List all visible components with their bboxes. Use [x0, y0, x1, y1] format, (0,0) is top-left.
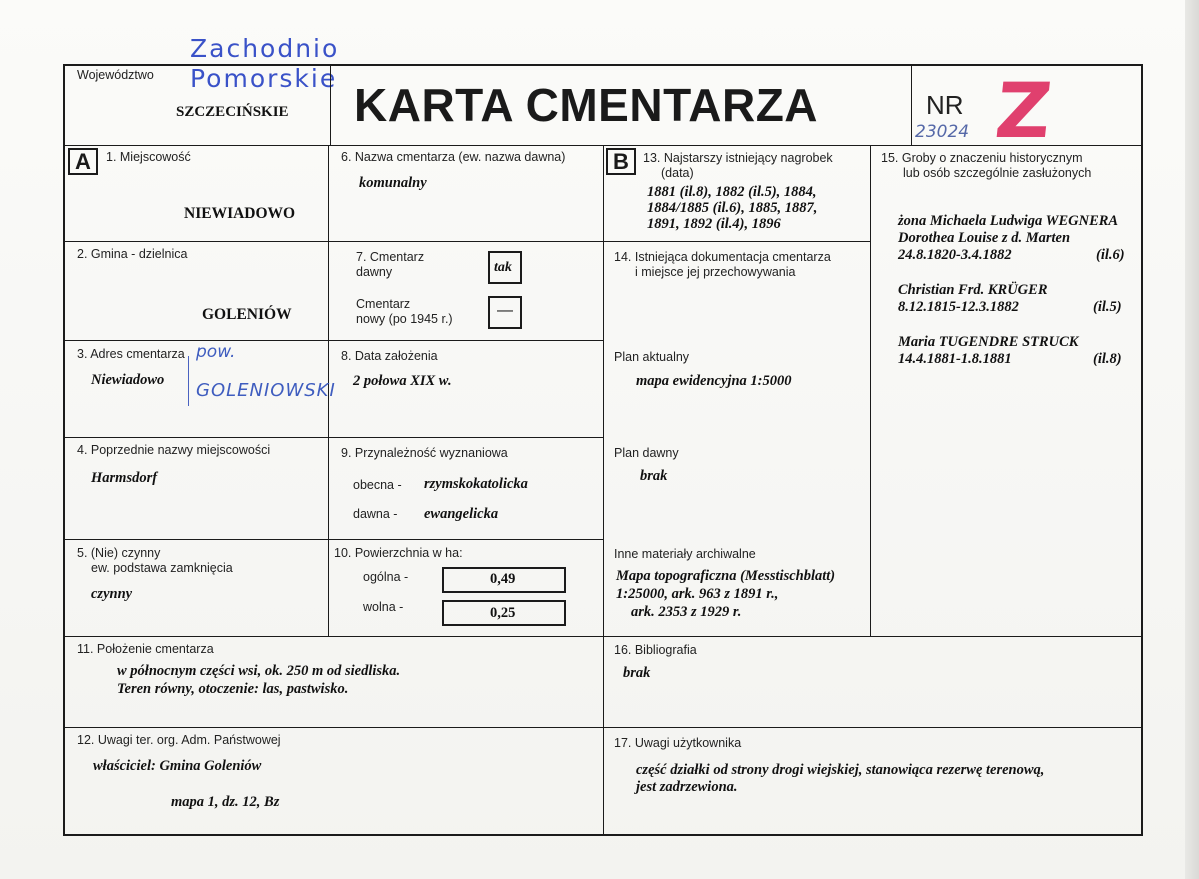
f5-value: czynny	[91, 586, 133, 602]
region-stamp-line1: Zachodnio	[190, 34, 340, 63]
f14-inne-line2: 1:25000, ark. 963 z 1891 r.,	[616, 586, 779, 602]
f14-inne-line3: ark. 2353 z 1929 r.	[631, 604, 742, 620]
f13-line3: 1891, 1892 (il.4), 1896	[647, 216, 781, 232]
f7-label-b2: nowy (po 1945 r.)	[356, 312, 453, 326]
f11-line2: Teren równy, otoczenie: las, pastwisko.	[117, 681, 349, 697]
f15-entry1-line1: żona Michaela Ludwiga WEGNERA	[898, 213, 1119, 229]
f10-ogolna-label: ogólna -	[363, 570, 409, 584]
f13-line1: 1881 (il.8), 1882 (il.5), 1884,	[647, 184, 817, 200]
section-b-marker: B	[606, 148, 636, 175]
wojewodztwo-label: Województwo	[77, 68, 154, 82]
f8-value: 2 połowa XIX w.	[353, 373, 452, 389]
divider-v-header2	[911, 65, 912, 145]
f14-inne-label: Inne materiały archiwalne	[614, 547, 756, 561]
f7-value-dawny: tak	[494, 260, 512, 275]
f14-plan-aktualny-label: Plan aktualny	[614, 350, 690, 364]
divider-row4	[64, 539, 604, 540]
f8-label: 8. Data założenia	[341, 349, 438, 363]
f2-label: 2. Gmina - dzielnica	[77, 247, 188, 261]
divider-v-col3	[870, 145, 871, 636]
f15-entry3-line2: 14.4.1881-1.8.1881	[898, 351, 1012, 367]
f15-entry2-line2: 8.12.1815-12.3.1882	[898, 299, 1019, 315]
f1-value: NIEWIADOWO	[184, 205, 296, 222]
nr-label: NR	[926, 90, 964, 120]
f11-label: 11. Położenie cmentarza	[77, 642, 214, 656]
f7-value-nowy: —	[497, 302, 513, 319]
f15-entry1-line2: Dorothea Louise z d. Marten	[898, 230, 1071, 246]
nr-handwritten: 23024	[915, 122, 970, 142]
f13-label-2: (data)	[661, 166, 694, 180]
f17-label: 17. Uwagi użytkownika	[614, 736, 742, 750]
f13-label-1: 13. Najstarszy istniejący nagrobek	[643, 151, 833, 165]
f10-wolna-label: wolna -	[363, 600, 404, 614]
f5-label-1: 5. (Nie) czynny	[77, 546, 161, 560]
f3-handwritten-pow: pow.	[196, 342, 236, 362]
f10-wolna-value: 0,25	[490, 605, 516, 621]
region-stamp-line2: Pomorskie	[190, 64, 338, 93]
f3-value: Niewiadowo	[91, 372, 165, 388]
f14-label-2: i miejsce jej przechowywania	[635, 265, 796, 279]
f9-obecna-value: rzymskokatolicka	[424, 476, 528, 492]
wojewodztwo-value: SZCZECIŃSKIE	[176, 104, 289, 120]
f15-entry1-ref: (il.6)	[1096, 247, 1125, 263]
divider-v-header1	[330, 65, 331, 145]
f17-line1: część działki od strony drogi wiejskiej, stanowiąca rezerwę terenową,	[636, 762, 1045, 778]
f3-label: 3. Adres cmentarza	[77, 347, 185, 361]
f16-value: brak	[623, 665, 651, 681]
f14-inne-line1: Mapa topograficzna (Messtischblatt)	[616, 568, 836, 584]
f6-label: 6. Nazwa cmentarza (ew. nazwa dawna)	[341, 150, 566, 164]
f15-label-2: lub osób szczególnie zasłużonych	[903, 166, 1092, 180]
f7-label-a2: dawny	[356, 265, 393, 279]
f5-label-2: ew. podstawa zamknięcia	[91, 561, 233, 575]
f9-label: 9. Przynależność wyznaniowa	[341, 446, 508, 460]
f15-entry3-ref: (il.8)	[1093, 351, 1122, 367]
f12-line2: mapa 1, dz. 12, Bz	[171, 794, 280, 810]
f9-dawna-label: dawna -	[353, 507, 398, 521]
f9-dawna-value: ewangelicka	[424, 506, 499, 522]
divider-row3	[64, 437, 604, 438]
f16-label: 16. Bibliografia	[614, 643, 697, 657]
section-a-marker: A	[68, 148, 98, 175]
f6-value: komunalny	[359, 175, 427, 191]
f1-label: 1. Miejscowość	[106, 150, 191, 164]
f15-entry2-ref: (il.5)	[1093, 299, 1122, 315]
f17-line2: jest zadrzewiona.	[636, 779, 738, 795]
f11-line1: w północnym części wsi, ok. 250 m od siedliska.	[117, 663, 401, 679]
f2-value: GOLENIÓW	[202, 306, 292, 323]
divider-v-col2	[603, 145, 604, 835]
f14-plan-dawny-label: Plan dawny	[614, 446, 679, 460]
f15-entry3-line1: Maria TUGENDRE STRUCK	[898, 334, 1079, 350]
f4-label: 4. Poprzednie nazwy miejscowości	[77, 443, 271, 457]
f10-ogolna-value: 0,49	[490, 571, 516, 587]
f12-label: 12. Uwagi ter. org. Adm. Państwowej	[77, 733, 281, 747]
f7-label-a1: 7. Cmentarz	[356, 250, 425, 264]
f13-line2: 1884/1885 (il.6), 1885, 1887,	[647, 200, 818, 216]
nr-stamp: Z	[991, 66, 1056, 155]
f4-value: Harmsdorf	[91, 470, 158, 486]
f15-entry1-line3: 24.8.1820-3.4.1882	[898, 247, 1012, 263]
f12-line1: właściciel: Gmina Goleniów	[93, 758, 262, 774]
f10-label: 10. Powierzchnia w ha:	[334, 546, 463, 560]
page-title: KARTA CMENTARZA	[354, 79, 819, 131]
divider-row1	[64, 241, 870, 242]
f14-plan-dawny-value: brak	[640, 468, 668, 484]
f3-handwritten-gmina: GOLENIOWSKI	[196, 380, 336, 401]
f7-label-b1: Cmentarz	[356, 297, 411, 311]
f14-plan-aktualny-value: mapa ewidencyjna 1:5000	[636, 373, 792, 389]
f15-label-1: 15. Groby o znaczeniu historycznym	[881, 151, 1083, 165]
handwritten-bracket	[188, 356, 189, 406]
divider-row2	[64, 340, 604, 341]
f9-obecna-label: obecna -	[353, 478, 402, 492]
f14-label-1: 14. Istniejąca dokumentacja cmentarza	[614, 250, 831, 264]
f15-entry2-line1: Christian Frd. KRÜGER	[898, 282, 1048, 298]
